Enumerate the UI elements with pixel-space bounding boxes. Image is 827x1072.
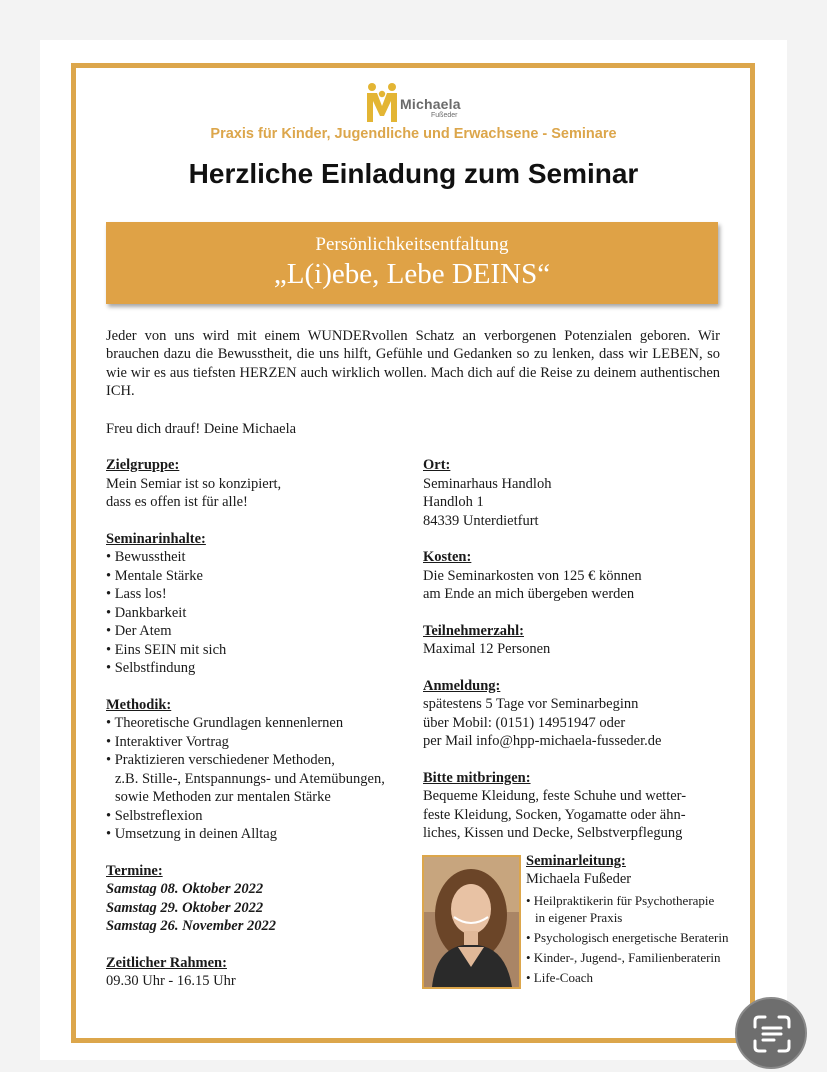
seminarinhalte-heading: Seminarinhalte: [106, 530, 206, 547]
rahmen-heading: Zeitlicher Rahmen: [106, 954, 227, 971]
leitung-item: • Life-Coach [526, 970, 593, 985]
leitung-heading: Seminarleitung: [526, 853, 626, 869]
inhalt-item: • Der Atem [106, 623, 172, 639]
intro-paragraph: Jeder von uns wird mit einem WUNDERvollen Schatz an verborgenen Potenzialen geboren. Wir brauchen dazu die Bewusstheit, die uns hilft, Gefühle und Gedanken so zu lenken, dass wir LEBEN, so wie wir es aus tiefsten HERZEN auch wirklich wollen. Mach dich auf die Reise zu deinem authentischen ICH. [106, 328, 720, 399]
inhalt-item: • Bewusstheit [106, 549, 186, 565]
section-teilnehmerzahl [423, 622, 733, 659]
methodik-item-continued: z.B. Stille-, Entspannungs- und Atemübungen, [115, 770, 385, 787]
mitbringen-line: feste Kleidung, Socken, Yogamatte oder ähn- [423, 806, 686, 823]
zielgruppe-heading: Zielgruppe: [106, 457, 180, 473]
inhalt-item: • Eins SEIN mit sich [106, 641, 227, 658]
kosten-line: Die Seminarkosten von 125 € können [423, 567, 642, 584]
brand-logo [365, 82, 465, 122]
leitung-item: • Heilpraktikerin für Psychotherapie [526, 893, 715, 908]
portrait-photo [422, 855, 521, 989]
mitbringen-line: Bequeme Kleidung, feste Schuhe und wetter- [423, 788, 687, 804]
anmeldung-heading: Anmeldung: [423, 677, 501, 694]
section-zielgruppe [106, 456, 411, 512]
ort-line: 84339 Unterdietfurt [423, 512, 539, 529]
section-anmeldung [423, 677, 733, 751]
termin-date: Samstag 08. Oktober 2022 [106, 881, 264, 897]
section-ort [423, 456, 733, 530]
section-seminarinhalte [106, 530, 411, 678]
text-scan-button[interactable] [735, 997, 807, 1069]
methodik-heading: Methodik: [106, 696, 172, 713]
logo-name: Michaela [400, 96, 461, 112]
portrait-image [424, 857, 519, 987]
seminarleitung-section [526, 852, 741, 986]
anmeldung-line: spätestens 5 Tage vor Seminarbeginn [423, 696, 639, 712]
kosten-line: am Ende an mich übergeben werden [423, 586, 635, 602]
leitung-name: Michaela Fußeder [526, 871, 632, 887]
methodik-item: • Praktizieren verschiedener Methoden, [106, 752, 335, 768]
section-kosten [423, 548, 733, 604]
methodik-item: • Interaktiver Vortrag [106, 733, 229, 750]
rahmen-value: 09.30 Uhr - 16.15 Uhr [106, 973, 236, 989]
teilnehmer-heading: Teilnehmerzahl: [423, 622, 524, 639]
mitbringen-heading: Bitte mitbringen: [423, 769, 531, 786]
methodik-item: • Selbstreflexion [106, 807, 203, 824]
termin-date: Samstag 29. Oktober 2022 [106, 899, 264, 916]
ort-line: Seminarhaus Handloh [423, 475, 552, 492]
section-methodik [106, 696, 411, 844]
termine-heading: Termine: [106, 862, 163, 879]
inhalt-item: • Dankbarkeit [106, 604, 187, 621]
methodik-item-continued: sowie Methoden zur mentalen Stärke [115, 789, 331, 805]
anmeldung-phone: über Mobil: (0151) 14951947 oder [423, 714, 626, 731]
banner-title: „L(i)ebe, Lebe DEINS“ [273, 258, 551, 290]
text-scan-icon [753, 1015, 791, 1053]
ort-line: Handloh 1 [423, 494, 484, 510]
figures-logo-icon [365, 82, 399, 122]
logo-surname: Fußeder [431, 112, 458, 119]
section-termine [106, 862, 411, 936]
banner-topic: Persönlichkeitsentfaltung [315, 234, 509, 255]
greeting: Freu dich drauf! Deine Michaela [106, 421, 297, 437]
section-mitbringen [423, 769, 733, 843]
teilnehmer-value: Maximal 12 Personen [423, 641, 551, 657]
methodik-item: • Umsetzung in deinen Alltag [106, 826, 277, 842]
kosten-heading: Kosten: [423, 549, 472, 565]
ort-heading: Ort: [423, 457, 451, 473]
leitung-item: • Psychologisch energetische Beraterin [526, 930, 729, 945]
mitbringen-line: liches, Kissen und Decke, Selbstverpflegung [423, 825, 683, 841]
zielgruppe-line: Mein Semiar ist so konzipiert, [106, 475, 282, 492]
methodik-item: • Theoretische Grundlagen kennenlernen [106, 715, 344, 731]
inhalt-item: • Mentale Stärke [106, 567, 203, 584]
practice-subtitle: Praxis für Kinder, Jugendliche und Erwachsene - Seminare [210, 126, 617, 142]
inhalt-item: • Selbstfindung [106, 660, 196, 676]
leitung-item-continued: in eigener Praxis [535, 910, 623, 925]
seminar-banner [106, 222, 718, 304]
zielgruppe-line: dass es offen ist für alle! [106, 494, 248, 510]
anmeldung-email: per Mail info@hpp-michaela-fusseder.de [423, 733, 662, 749]
page-title: Herzliche Einladung zum Seminar [188, 158, 639, 189]
section-zeitlicher-rahmen [106, 954, 411, 991]
left-column [106, 456, 411, 1009]
inhalt-item: • Lass los! [106, 586, 167, 602]
right-column [423, 456, 733, 861]
leitung-item: • Kinder-, Jugend-, Familienberaterin [526, 950, 721, 965]
termin-date: Samstag 26. November 2022 [106, 918, 276, 934]
